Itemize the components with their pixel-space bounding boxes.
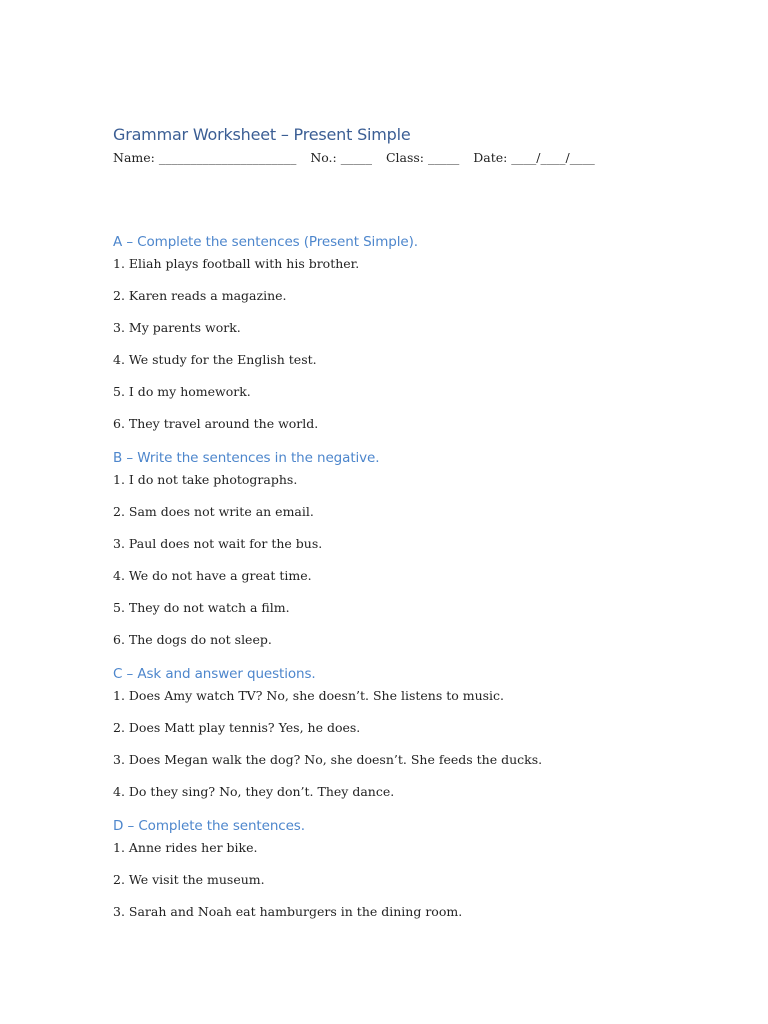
class-field-label: Class: _____ (385, 150, 460, 165)
section-d-item: 2. We visit the museum. (113, 872, 265, 887)
section-a-item: 6. They travel around the world. (113, 416, 319, 431)
section-a-item: 2. Karen reads a magazine. (113, 288, 287, 303)
section-a-item: 5. I do my homework. (113, 384, 251, 399)
section-c-item: 1. Does Amy watch TV? No, she doesn’t. She listens to music. (113, 688, 505, 703)
section-c-item: 2. Does Matt play tennis? Yes, he does. (113, 720, 361, 735)
section-a-item: 1. Eliah plays football with his brother. (113, 256, 360, 271)
section-b-item: 5. They do not watch a film. (113, 600, 290, 615)
number-field-label: No.: _____ (310, 150, 372, 165)
section-d-heading: D – Complete the sentences. (113, 818, 305, 834)
name-field-label: Name: ______________________ (113, 150, 297, 165)
section-b-item: 1. I do not take photographs. (113, 472, 298, 487)
section-b-item: 4. We do not have a great time. (113, 568, 312, 583)
section-a-heading: A – Complete the sentences (Present Simple). (113, 234, 418, 250)
worksheet-title: Grammar Worksheet – Present Simple (113, 125, 411, 144)
date-field-label: Date: ____/____/____ (473, 150, 595, 165)
section-b-item: 3. Paul does not wait for the bus. (113, 536, 323, 551)
section-a-item: 3. My parents work. (113, 320, 241, 335)
section-b-heading: B – Write the sentences in the negative. (113, 450, 380, 466)
section-b-item: 6. The dogs do not sleep. (113, 632, 272, 647)
section-b-item: 2. Sam does not write an email. (113, 504, 314, 519)
section-c-item: 3. Does Megan walk the dog? No, she doesn’t. She feeds the ducks. (113, 752, 543, 767)
section-d-item: 1. Anne rides her bike. (113, 840, 258, 855)
section-d-item: 3. Sarah and Noah eat hamburgers in the dining room. (113, 904, 463, 919)
section-a-item: 4. We study for the English test. (113, 352, 317, 367)
section-c-heading: C – Ask and answer questions. (113, 666, 316, 682)
section-c-item: 4. Do they sing? No, they don’t. They dance. (113, 784, 395, 799)
student-info-line (113, 150, 605, 166)
